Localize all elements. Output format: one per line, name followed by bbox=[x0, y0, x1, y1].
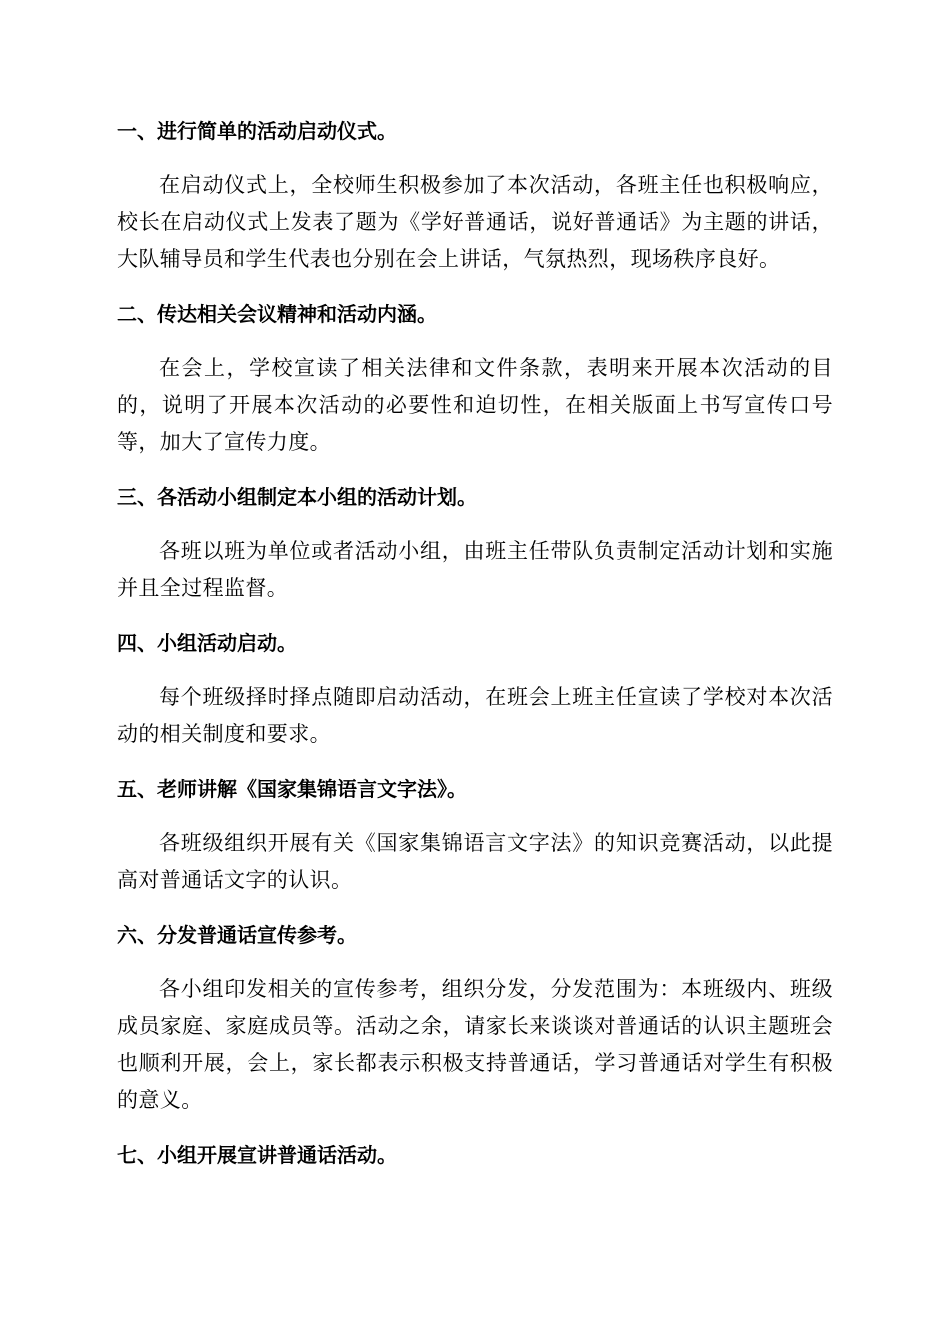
section-3-heading: 三、各活动小组制定本小组的活动计划。 bbox=[117, 485, 477, 509]
section-3-body: 各班以班为单位或者活动小组，由班主任带队负责制定活动计划和实施并且全过程监督。 bbox=[117, 539, 833, 600]
section-4-body: 每个班级择时择点随即启动活动，在班会上班主任宣读了学校对本次活动的相关制度和要求。 bbox=[117, 685, 833, 746]
section-6-heading: 六、分发普通话宣传参考。 bbox=[117, 923, 357, 947]
section-5-heading: 五、老师讲解《国家集锦语言文字法》。 bbox=[117, 777, 467, 801]
section-2-body: 在会上，学校宣读了相关法律和文件条款，表明来开展本次活动的目的，说明了开展本次活动的必要性和迫切性，在相关版面上书写宣传口号等，加大了宣传力度。 bbox=[117, 356, 833, 454]
section-5-body: 各班级组织开展有关《国家集锦语言文字法》的知识竞赛活动，以此提高对普通话文字的认识。 bbox=[117, 831, 833, 892]
section-1-heading: 一、进行简单的活动启动仪式。 bbox=[117, 119, 397, 143]
section-1-body: 在启动仪式上，全校师生积极参加了本次活动，各班主任也积极响应，校长在启动仪式上发表了题为《学好普通话，说好普通话》为主题的讲话，大队辅导员和学生代表也分别在会上讲话，气氛热烈，现场秩序良好。 bbox=[117, 173, 833, 271]
section-2-heading: 二、传达相关会议精神和活动内涵。 bbox=[117, 302, 437, 326]
section-6-body: 各小组印发相关的宣传参考，组织分发，分发范围为：本班级内、班级成员家庭、家庭成员等。活动之余，请家长来谈谈对普通话的认识主题班会也顺利开展，会上，家长都表示积极支持普通话，学习普通话对学生有积极的意义。 bbox=[117, 977, 833, 1112]
section-4-heading: 四、小组活动启动。 bbox=[117, 631, 297, 655]
section-7-heading: 七、小组开展宣讲普通话活动。 bbox=[117, 1143, 397, 1167]
